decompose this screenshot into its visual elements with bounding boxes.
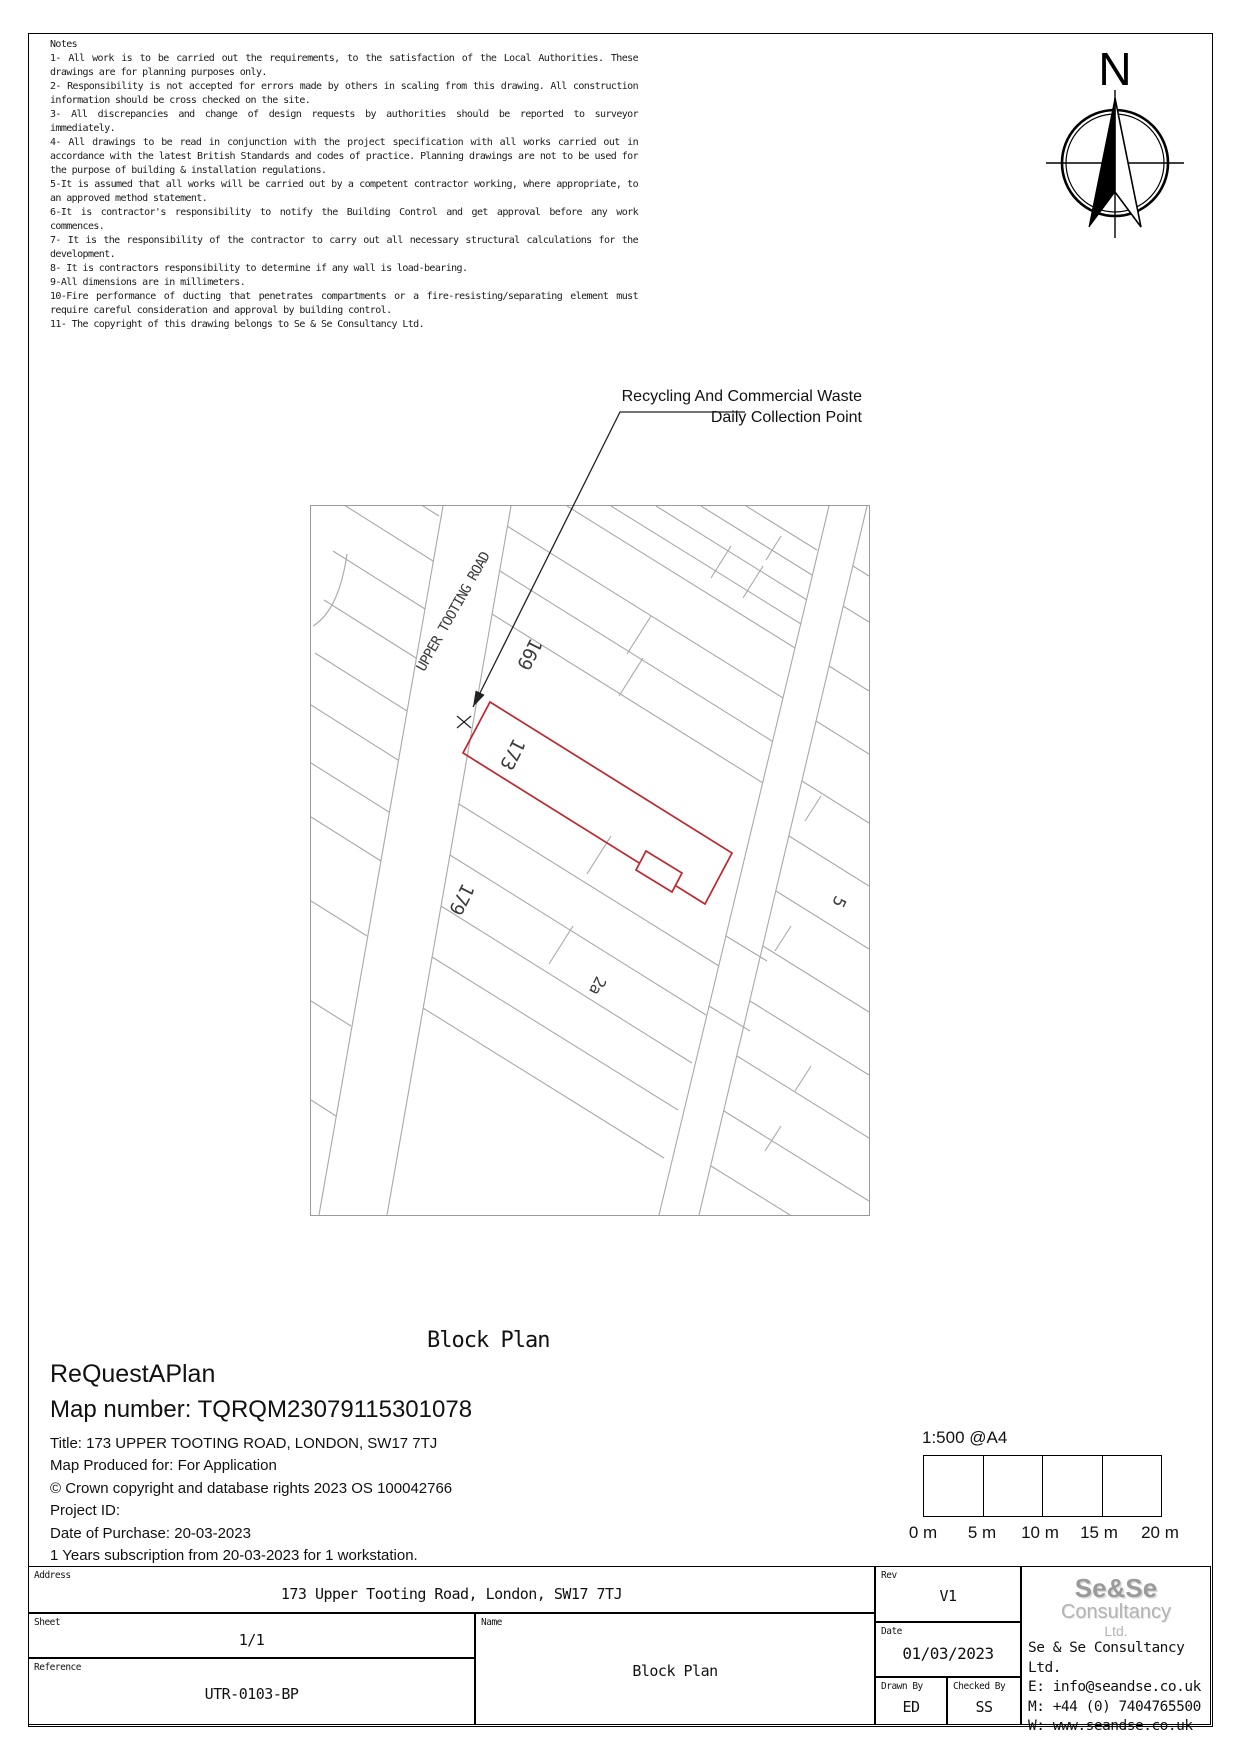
annotation-line1: Recycling And Commercial Waste bbox=[621, 388, 862, 405]
reference-label: Reference bbox=[34, 1662, 81, 1673]
date-label: Date bbox=[881, 1626, 902, 1637]
detail-purchase-date: Date of Purchase: 20-03-2023 bbox=[50, 1524, 251, 1542]
detail-produced-for: Map Produced for: For Application bbox=[50, 1457, 277, 1475]
scale-tick: 20 m bbox=[1141, 1523, 1179, 1542]
titleblock-date-cell bbox=[875, 1622, 1021, 1677]
notes-block bbox=[50, 38, 638, 332]
note-item: 8- It is contractors responsibility to determine if any wall is load-bearing. bbox=[50, 263, 468, 274]
detail-title: Title: 173 UPPER TOOTING ROAD, LONDON, SW17 7TJ bbox=[50, 1435, 438, 1452]
detail-subscription: 1 Years subscription from 20-03-2023 for 1 workstation. bbox=[50, 1547, 418, 1565]
titleblock-name-cell bbox=[475, 1613, 875, 1725]
company-logo: Se&Se bbox=[1074, 1573, 1158, 1603]
checked-by-label: Checked By bbox=[953, 1681, 1006, 1692]
titleblock-checkedby-cell bbox=[947, 1677, 1021, 1725]
plot-173-label: 173 bbox=[495, 734, 530, 773]
address-value: 173 Upper Tooting Road, London, SW17 7TJ bbox=[280, 1585, 623, 1603]
drawn-by-value: ED bbox=[902, 1698, 920, 1716]
sheet-value: 1/1 bbox=[238, 1631, 265, 1649]
subject-plot-notch bbox=[636, 851, 682, 892]
plot-5-label: 5 bbox=[827, 892, 850, 910]
subject-plot-outline bbox=[463, 702, 732, 904]
note-item: 7- It is the responsibility of the contractor to carry out all necessary structural calculations for the development. bbox=[50, 235, 638, 260]
map-number: Map number: TQRQM23079115301078 bbox=[50, 1396, 473, 1423]
compass-n-label: N bbox=[1098, 43, 1132, 95]
rev-label: Rev bbox=[881, 1570, 897, 1581]
note-item: 6-It is contractor's responsibility to notify the Building Control and get approval before any work commences. bbox=[50, 207, 638, 232]
annotation-line2: Daily Collection Point bbox=[710, 409, 862, 426]
titleblock-rev-cell bbox=[875, 1566, 1021, 1622]
scale-tick-labels bbox=[883, 1523, 1203, 1543]
name-value: Block Plan bbox=[632, 1662, 718, 1680]
company-email: E: info@seandse.co.uk bbox=[1028, 1679, 1201, 1695]
drawn-by-label: Drawn By bbox=[881, 1681, 923, 1692]
titleblock-address-cell bbox=[28, 1566, 875, 1613]
company-web: W: www.seandse.co.uk bbox=[1028, 1718, 1193, 1734]
drawing-title: Block Plan bbox=[427, 1328, 550, 1353]
note-item: 11- The copyright of this drawing belongs to Se & Se Consultancy Ltd. bbox=[50, 319, 425, 330]
note-item: 10-Fire performance of ducting that penetrates compartments or a fire-resisting/separating element must require careful consideration and approval by building control. bbox=[50, 291, 638, 316]
company-mobile: M: +44 (0) 7404765500 bbox=[1028, 1698, 1201, 1715]
rev-value: V1 bbox=[939, 1587, 957, 1605]
detail-copyright: © Crown copyright and database rights 2023 OS 100042766 bbox=[50, 1479, 453, 1497]
map-details bbox=[50, 1433, 452, 1567]
scale-bar bbox=[923, 1455, 1162, 1517]
notes-heading: Notes bbox=[50, 39, 78, 50]
scale-tick: 5 m bbox=[967, 1523, 997, 1542]
note-item: 4- All drawings to be read in conjunction with the project specification with all works carried out in accordance with the latest British Standards and codes of practice. Planning drawings are not to be used for the purpose of building & installation regulations. bbox=[50, 137, 638, 176]
block-plan-map bbox=[310, 505, 870, 1216]
brand-title: ReQuestAPlan bbox=[50, 1360, 216, 1388]
plot-2a-label: 2a bbox=[585, 973, 611, 998]
scale-bar-cell bbox=[924, 1456, 984, 1516]
scale-tick: 10 m bbox=[1021, 1523, 1059, 1542]
company-logo-line3: Ltd. bbox=[1104, 1623, 1128, 1639]
note-item: 2- Responsibility is not accepted for errors made by others in scaling from this drawing. All construction information should be cross checked on the site. bbox=[50, 81, 638, 106]
date-value: 01/03/2023 bbox=[902, 1644, 994, 1663]
plot-169-label: 169 bbox=[512, 634, 547, 673]
note-item: 9-All dimensions are in millimeters. bbox=[50, 277, 246, 288]
titleblock-company-cell bbox=[1021, 1566, 1211, 1734]
note-item: 5-It is assumed that all works will be carried out by a competent contractor working, where appropriate, to an approved method statement. bbox=[50, 179, 638, 204]
map-annotation bbox=[560, 386, 862, 428]
scale-tick: 0 m bbox=[908, 1523, 938, 1542]
scale-bar-cell bbox=[984, 1456, 1044, 1516]
titleblock-drawnby-cell bbox=[875, 1677, 947, 1725]
north-compass-icon bbox=[1040, 40, 1190, 250]
scale-tick: 15 m bbox=[1080, 1523, 1118, 1542]
scale-label: 1:500 @A4 bbox=[922, 1428, 1008, 1447]
company-logo-line2: Consultancy bbox=[1060, 1601, 1172, 1623]
plot-179-label: 179 bbox=[444, 879, 479, 918]
sheet-label: Sheet bbox=[34, 1617, 61, 1628]
address-label: Address bbox=[34, 1570, 71, 1581]
company-name: Se & Se Consultancy Ltd. bbox=[1028, 1640, 1185, 1676]
scale-bar-cell bbox=[1103, 1456, 1162, 1516]
road-label: UPPER TOOTING ROAD bbox=[413, 549, 494, 675]
detail-project-id: Project ID: bbox=[50, 1502, 121, 1520]
note-item: 1- All work is to be carried out the requirements, to the satisfaction of the Local Authorities. These drawings are for planning purposes only. bbox=[50, 53, 638, 78]
titleblock-reference-cell bbox=[28, 1658, 475, 1725]
titleblock-sheet-cell bbox=[28, 1613, 475, 1658]
checked-by-value: SS bbox=[975, 1698, 993, 1716]
reference-value: UTR-0103-BP bbox=[204, 1685, 299, 1703]
note-item: 3- All discrepancies and change of design requests by authorities should be reported to surveyor immediately. bbox=[50, 109, 638, 134]
name-label: Name bbox=[481, 1617, 502, 1628]
scale-bar-cell bbox=[1043, 1456, 1103, 1516]
